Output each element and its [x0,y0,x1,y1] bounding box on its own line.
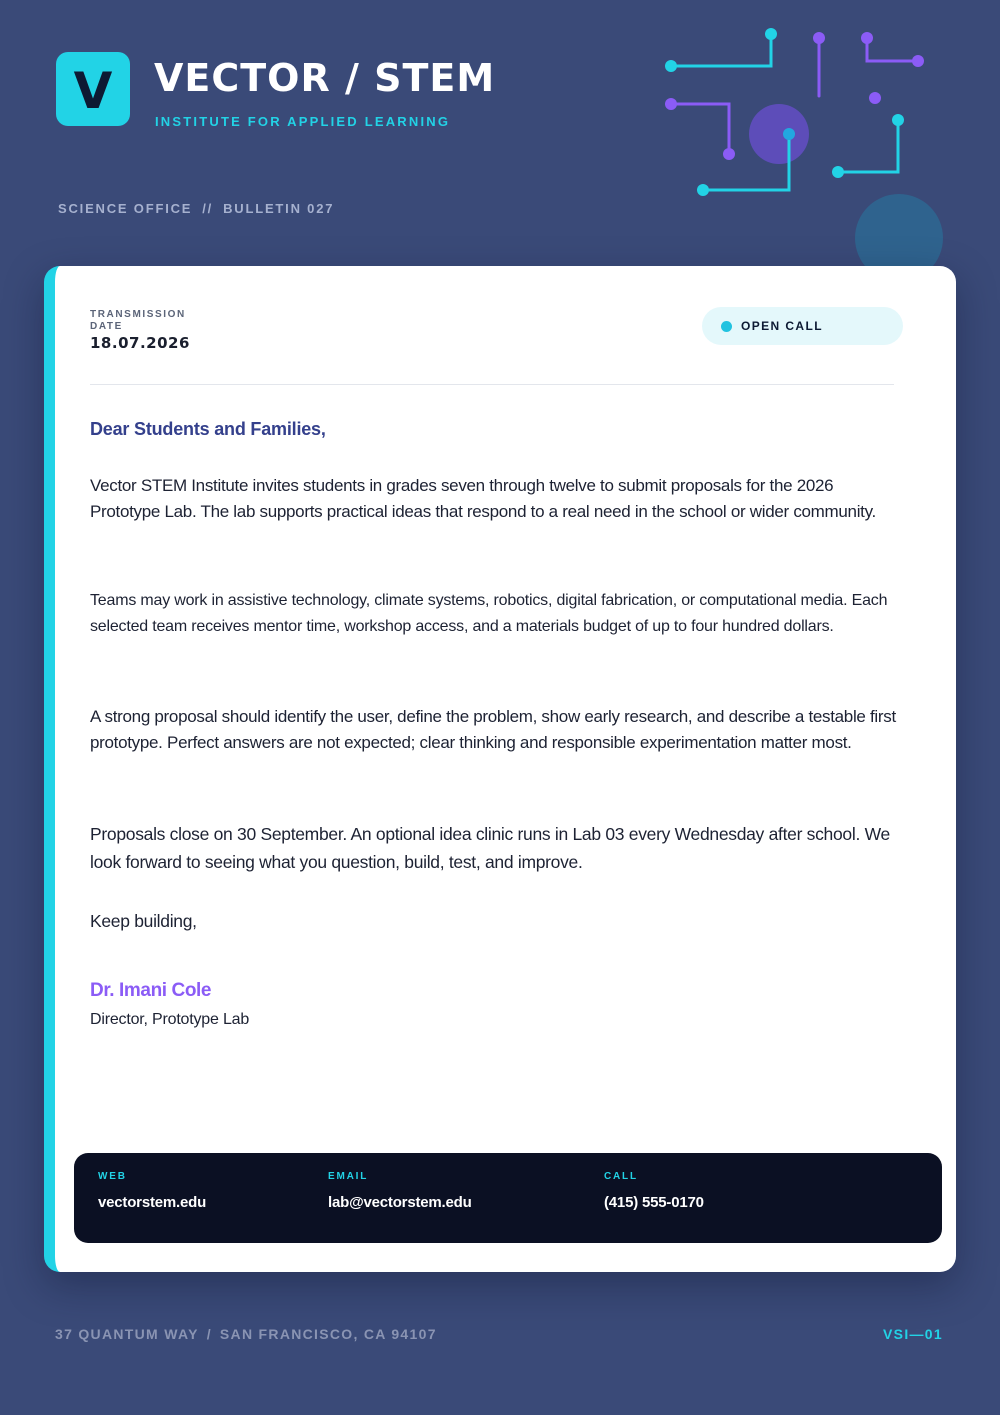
circuit-trace [838,120,898,172]
transmission-date: 18.07.2026 [90,334,190,352]
signer-name: Dr. Imani Cole [90,980,212,1001]
contact-email-label: EMAIL [328,1171,369,1182]
salutation: Dear Students and Families, [90,419,326,439]
footer-separator: / [206,1326,212,1342]
contact-email [328,1171,472,1211]
office-department: SCIENCE OFFICE [58,201,193,216]
letter-card [44,266,956,1272]
circuit-node [813,32,825,44]
footer-address [55,1326,437,1342]
circuit-node [697,184,709,196]
circuit-trace [671,34,771,66]
footer-code: VSI—01 [883,1326,943,1342]
contact-bar [74,1153,942,1243]
contact-web [98,1171,206,1211]
circuit-trace [671,104,729,154]
contact-web-link[interactable]: vectorstem.edu [98,1194,207,1211]
circuit-node [665,60,677,72]
office-bulletin: BULLETIN 027 [223,201,335,216]
status-dot-icon [721,321,732,332]
office-separator: // [202,201,214,216]
deco-circle-small [749,104,809,164]
closing: Keep building, [90,911,197,931]
signer-title: Director, Prototype Lab [90,1011,250,1028]
circuit-decoration-icon [0,0,1000,300]
circuit-node [765,28,777,40]
contact-web-label: WEB [98,1171,127,1182]
circuit-node [892,114,904,126]
circuit-node [869,92,881,104]
footer-city: SAN FRANCISCO, CA 94107 [219,1326,437,1342]
body-paragraph-1: Vector STEM Institute invites students in grades seven through twelve to submit proposals for the 2026 Prototype Lab. The lab supports practical ideas that respond to a real need in the school or wider community. [90,476,876,521]
body-paragraph-2: Teams may work in assistive technology, climate systems, robotics, digital fabrication, or computational media. Each selected team receives mentor time, workshop access, and a materials budget of up to four hundred dollars. [90,592,888,635]
circuit-node [723,148,735,160]
logo-letter: V [73,62,113,120]
status-badge-label: OPEN CALL [741,319,823,333]
body-paragraph-3: A strong proposal should identify the user, define the problem, show early research, and describe a testable first prototype. Perfect answers are not expected; clear thinking and responsible experimentation matter most. [90,707,896,752]
footer-street: 37 QUANTUM WAY [55,1326,199,1342]
contact-email-link[interactable]: lab@vectorstem.edu [328,1194,472,1211]
circuit-node [912,55,924,67]
contact-phone-link[interactable]: (415) 555-0170 [604,1194,704,1211]
contact-call [604,1171,704,1211]
brand-subtitle: INSTITUTE FOR APPLIED LEARNING [155,114,451,129]
circuit-node [783,128,795,140]
body-paragraph-4: Proposals close on 30 September. An optional idea clinic runs in Lab 03 every Wednesday after school. We look forward to seeing what you question, build, test, and improve. [90,824,890,872]
circuit-node [832,166,844,178]
contact-call-label: CALL [604,1171,638,1182]
transmission-label: TRANSMISSION DATE [90,309,186,332]
circuit-node [861,32,873,44]
circuit-node [665,98,677,110]
brand-title: VECTOR / STEM [154,56,496,100]
divider [90,384,894,385]
circuit-trace [867,38,918,61]
status-badge [702,307,903,345]
